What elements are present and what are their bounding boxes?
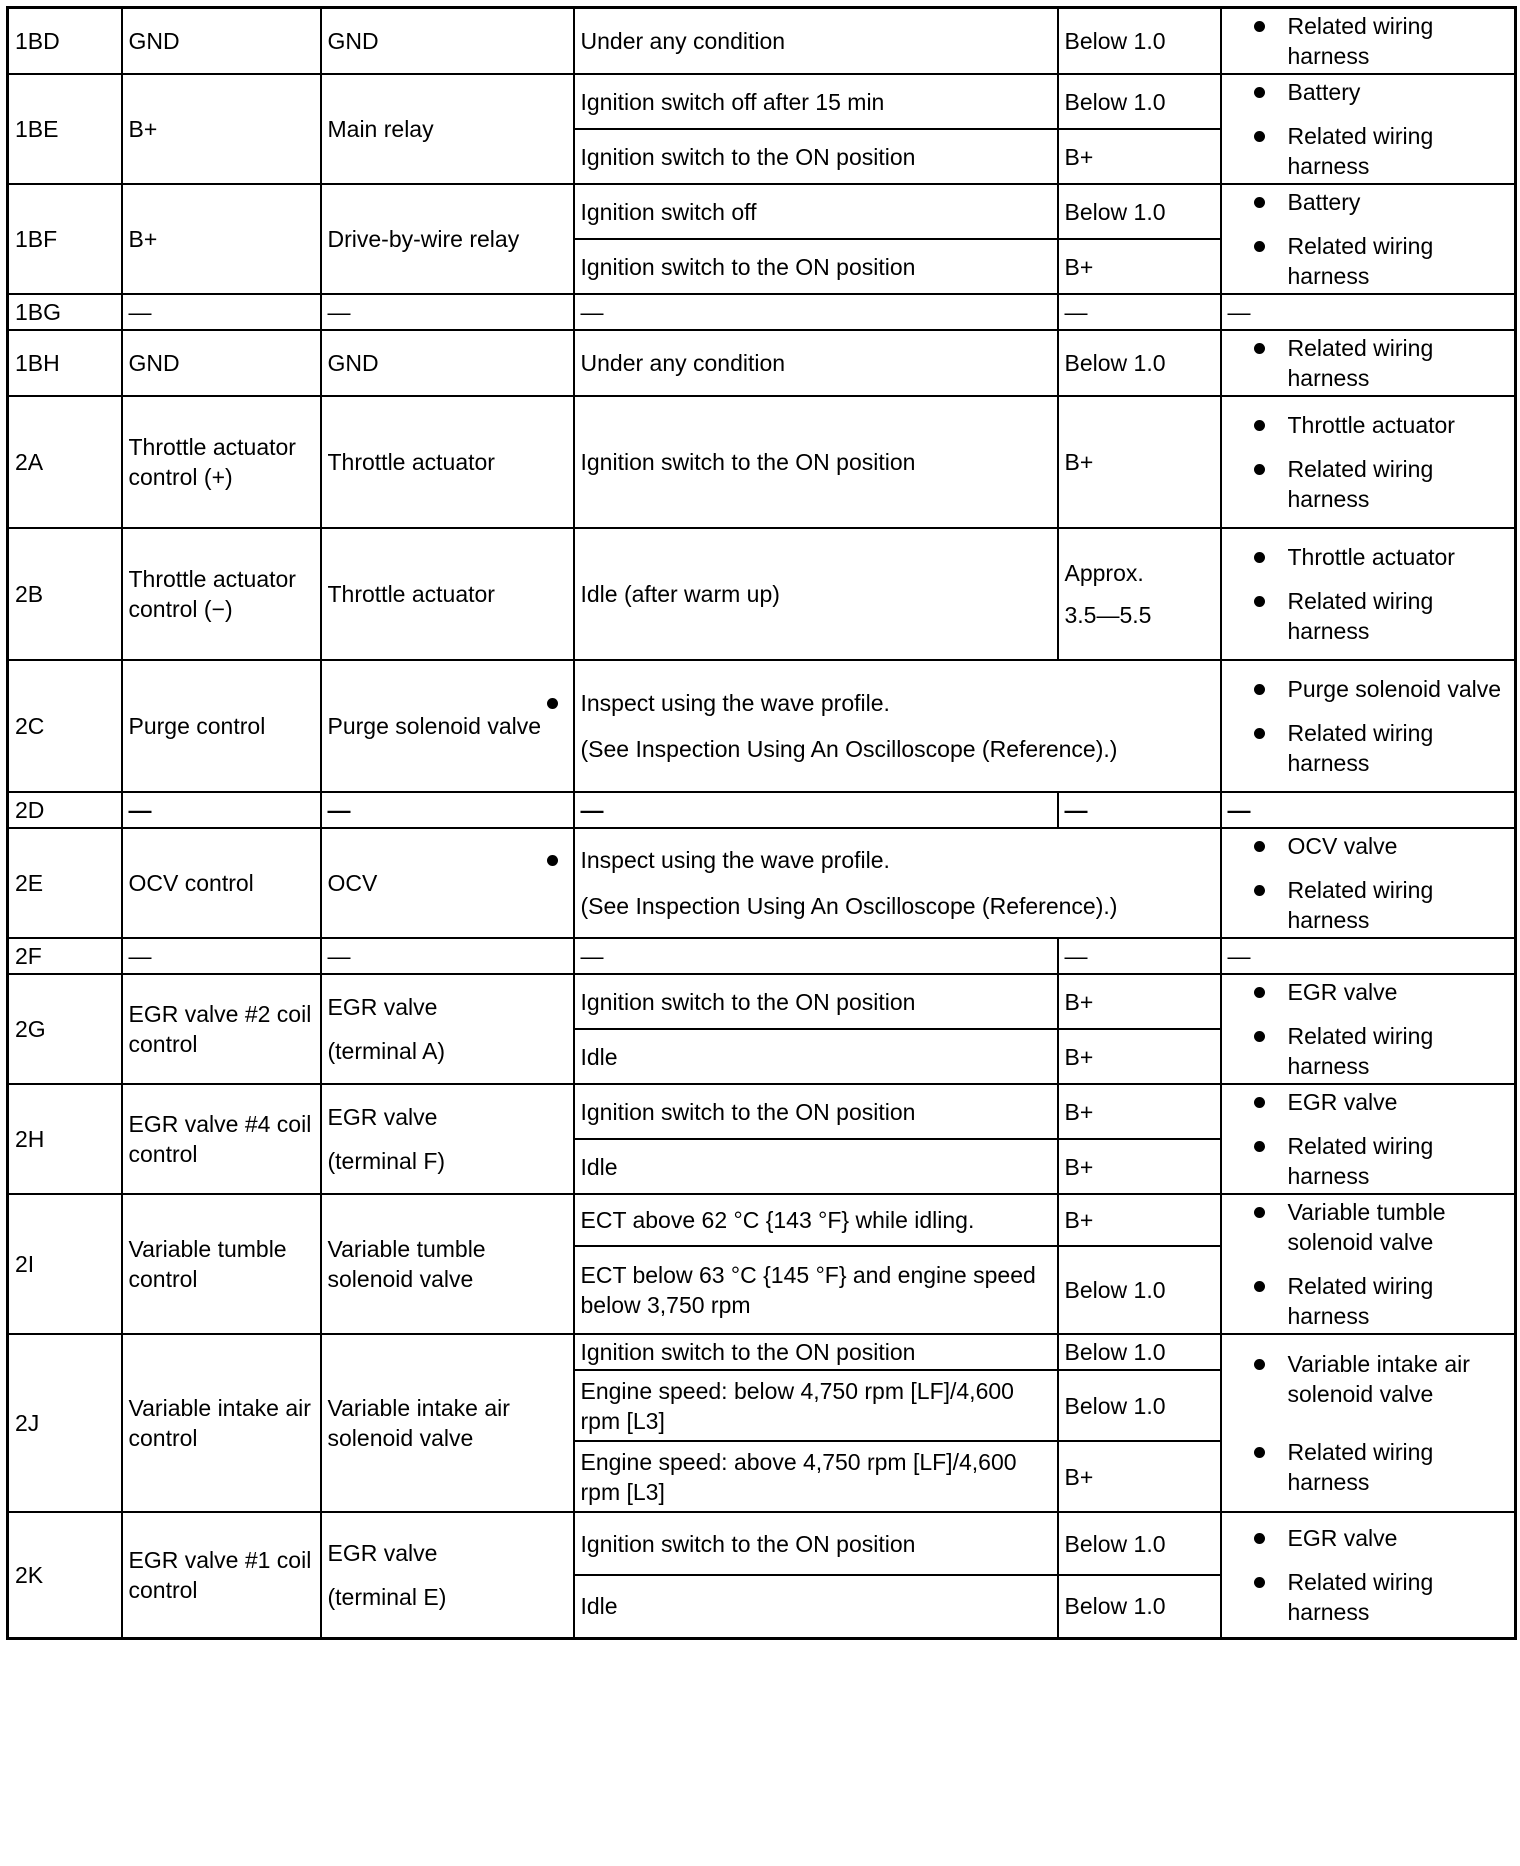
connected-to-terminal: (terminal E) <box>327 1583 447 1610</box>
condition-cell: Ignition switch to the ON position <box>574 1512 1058 1575</box>
condition-cell: Engine speed: below 4,750 rpm [LF]/4,600 rpm [L3] <box>574 1370 1058 1441</box>
dash-cell: — <box>321 792 574 828</box>
action-cell <box>1221 184 1516 294</box>
dash-cell: — <box>574 294 1058 330</box>
terminal-cell: 1BE <box>8 74 122 184</box>
action-cell <box>1221 330 1516 396</box>
dash-cell: — <box>122 294 321 330</box>
terminal-cell: 2I <box>8 1194 122 1334</box>
dash-cell: — <box>1221 294 1516 330</box>
signal-cell: Variable intake air control <box>122 1334 321 1512</box>
action-item: Battery <box>1288 187 1509 217</box>
terminal-cell: 2J <box>8 1334 122 1512</box>
dash-cell: — <box>122 938 321 974</box>
action-cell <box>1221 8 1516 75</box>
connected-to-cell <box>321 1084 574 1194</box>
oscilloscope-reference: (See Inspection Using An Oscilloscope (Reference).) <box>580 893 1118 919</box>
condition-cell: Ignition switch to the ON position <box>574 1334 1058 1370</box>
table-row <box>8 184 1516 239</box>
dash-cell: — <box>321 938 574 974</box>
signal-cell: Throttle actuator control (+) <box>122 396 321 528</box>
dash-cell: — <box>321 294 574 330</box>
voltage-cell: B+ <box>1058 396 1221 528</box>
action-item: Related wiring harness <box>1288 875 1509 935</box>
terminal-cell: 2D <box>8 792 122 828</box>
signal-cell: GND <box>122 330 321 396</box>
connected-to-cell: OCV <box>321 828 574 938</box>
action-cell <box>1221 660 1516 792</box>
action-item: EGR valve <box>1288 977 1509 1007</box>
terminal-cell: 2E <box>8 828 122 938</box>
terminal-cell: 2A <box>8 396 122 528</box>
dash-cell: — <box>122 792 321 828</box>
connected-to-cell: Variable intake air solenoid valve <box>321 1334 574 1512</box>
connected-to-cell <box>321 974 574 1084</box>
condition-cell: Idle <box>574 1029 1058 1084</box>
action-item: Related wiring harness <box>1288 121 1509 181</box>
terminal-cell: 2H <box>8 1084 122 1194</box>
connected-to-terminal: (terminal A) <box>327 1038 446 1064</box>
action-item: Related wiring harness <box>1288 11 1509 71</box>
table-row <box>8 792 1516 828</box>
table-row <box>8 938 1516 974</box>
table-row <box>8 528 1516 660</box>
connected-to-terminal: (terminal F) <box>327 1148 446 1174</box>
condition-cell: Ignition switch to the ON position <box>574 239 1058 294</box>
oscilloscope-reference: (See Inspection Using An Oscilloscope (Reference).) <box>580 736 1118 762</box>
action-item: Related wiring harness <box>1288 1021 1509 1081</box>
action-item: Throttle actuator <box>1288 410 1509 440</box>
signal-cell: EGR valve #4 coil control <box>122 1084 321 1194</box>
condition-cell: Idle <box>574 1139 1058 1194</box>
table-row <box>8 828 1516 938</box>
connected-to-cell: Variable tumble solenoid valve <box>321 1194 574 1334</box>
condition-cell: Idle (after warm up) <box>574 528 1058 660</box>
signal-cell: EGR valve #2 coil control <box>122 974 321 1084</box>
condition-cell: Ignition switch off after 15 min <box>574 74 1058 129</box>
voltage-cell: Below 1.0 <box>1058 1334 1221 1370</box>
signal-cell: Throttle actuator control (−) <box>122 528 321 660</box>
voltage-cell: B+ <box>1058 239 1221 294</box>
action-cell <box>1221 74 1516 184</box>
wave-profile-bullet: Inspect using the wave profile. <box>581 688 1214 718</box>
voltage-cell: B+ <box>1058 1029 1221 1084</box>
action-item: Related wiring harness <box>1288 586 1509 646</box>
dash-cell: — <box>1221 792 1516 828</box>
signal-cell: GND <box>122 8 321 75</box>
terminal-cell: 2K <box>8 1512 122 1638</box>
action-item: Related wiring harness <box>1288 1567 1509 1627</box>
action-cell <box>1221 974 1516 1084</box>
connected-to-cell: Purge solenoid valve <box>321 660 574 792</box>
action-item: Variable intake air solenoid valve <box>1288 1349 1509 1409</box>
connected-to-cell: Main relay <box>321 74 574 184</box>
signal-cell: OCV control <box>122 828 321 938</box>
voltage-cell <box>1058 528 1221 660</box>
terminal-cell: 2F <box>8 938 122 974</box>
dash-cell: — <box>1058 938 1221 974</box>
action-item: Throttle actuator <box>1288 542 1509 572</box>
dash-cell: — <box>1221 938 1516 974</box>
connected-to-cell: GND <box>321 330 574 396</box>
connected-to-name: EGR valve <box>327 994 438 1020</box>
voltage-cell: B+ <box>1058 1194 1221 1246</box>
action-cell <box>1221 396 1516 528</box>
action-cell <box>1221 1084 1516 1194</box>
action-item: Related wiring harness <box>1288 718 1509 778</box>
condition-cell: Ignition switch to the ON position <box>574 396 1058 528</box>
voltage-cell: B+ <box>1058 1441 1221 1512</box>
action-item: EGR valve <box>1288 1087 1509 1117</box>
table-row <box>8 1194 1516 1246</box>
voltage-cell: Below 1.0 <box>1058 8 1221 75</box>
table-row <box>8 8 1516 75</box>
voltage-cell: B+ <box>1058 1084 1221 1139</box>
voltage-approx-label: Approx. <box>1064 560 1144 586</box>
connected-to-name: EGR valve <box>327 1104 438 1130</box>
wave-profile-bullet: Inspect using the wave profile. <box>581 845 1214 875</box>
dash-cell: — <box>1058 294 1221 330</box>
action-item: Related wiring harness <box>1288 1131 1509 1191</box>
action-cell <box>1221 1334 1516 1512</box>
voltage-range: 3.5—5.5 <box>1064 602 1152 628</box>
voltage-cell: Below 1.0 <box>1058 184 1221 239</box>
connected-to-cell: Throttle actuator <box>321 528 574 660</box>
table-row <box>8 1084 1516 1139</box>
terminal-cell: 2C <box>8 660 122 792</box>
condition-cell: Engine speed: above 4,750 rpm [LF]/4,600 rpm [L3] <box>574 1441 1058 1512</box>
condition-cell: Ignition switch to the ON position <box>574 129 1058 184</box>
condition-cell: Ignition switch to the ON position <box>574 1084 1058 1139</box>
condition-cell: ECT above 62 °C {143 °F} while idling. <box>574 1194 1058 1246</box>
action-item: OCV valve <box>1288 831 1509 861</box>
signal-cell: Purge control <box>122 660 321 792</box>
dash-cell: — <box>1058 792 1221 828</box>
wave-profile-cell <box>574 828 1221 938</box>
condition-cell: Under any condition <box>574 8 1058 75</box>
dash-cell: — <box>574 938 1058 974</box>
voltage-cell: Below 1.0 <box>1058 1575 1221 1638</box>
terminal-cell: 1BG <box>8 294 122 330</box>
voltage-cell: Below 1.0 <box>1058 74 1221 129</box>
signal-cell: EGR valve #1 coil control <box>122 1512 321 1638</box>
action-cell <box>1221 1512 1516 1638</box>
voltage-cell: B+ <box>1058 974 1221 1029</box>
table-row <box>8 74 1516 129</box>
voltage-cell: Below 1.0 <box>1058 1512 1221 1575</box>
connected-to-cell: Throttle actuator <box>321 396 574 528</box>
action-item: Related wiring harness <box>1288 1271 1509 1331</box>
signal-cell: B+ <box>122 74 321 184</box>
condition-cell: ECT below 63 °C {145 °F} and engine speed below 3,750 rpm <box>574 1246 1058 1334</box>
connected-to-name: EGR valve <box>327 1539 438 1566</box>
terminal-cell: 1BH <box>8 330 122 396</box>
condition-cell: Ignition switch off <box>574 184 1058 239</box>
action-item: Purge solenoid valve <box>1288 674 1509 704</box>
voltage-cell: B+ <box>1058 129 1221 184</box>
terminal-cell: 2G <box>8 974 122 1084</box>
action-cell <box>1221 828 1516 938</box>
table-row <box>8 660 1516 792</box>
terminal-voltage-table <box>6 6 1517 1640</box>
table-row <box>8 974 1516 1029</box>
table-row <box>8 396 1516 528</box>
action-cell <box>1221 528 1516 660</box>
voltage-cell: Below 1.0 <box>1058 1246 1221 1334</box>
table-row <box>8 1334 1516 1370</box>
action-item: Battery <box>1288 77 1509 107</box>
terminal-cell: 2B <box>8 528 122 660</box>
condition-cell: Ignition switch to the ON position <box>574 974 1058 1029</box>
signal-cell: Variable tumble control <box>122 1194 321 1334</box>
condition-cell: Under any condition <box>574 330 1058 396</box>
action-item: Related wiring harness <box>1288 454 1509 514</box>
dash-cell: — <box>574 792 1058 828</box>
voltage-cell: Below 1.0 <box>1058 1370 1221 1441</box>
action-cell <box>1221 1194 1516 1334</box>
action-item: Related wiring harness <box>1288 1437 1509 1497</box>
connected-to-cell: Drive-by-wire relay <box>321 184 574 294</box>
action-item: Related wiring harness <box>1288 333 1509 393</box>
signal-cell: B+ <box>122 184 321 294</box>
terminal-cell: 1BF <box>8 184 122 294</box>
connected-to-cell <box>321 1512 574 1638</box>
action-item: EGR valve <box>1288 1523 1509 1553</box>
voltage-cell: Below 1.0 <box>1058 330 1221 396</box>
voltage-cell: B+ <box>1058 1139 1221 1194</box>
terminal-cell: 1BD <box>8 8 122 75</box>
wave-profile-cell <box>574 660 1221 792</box>
table-row <box>8 330 1516 396</box>
action-item: Variable tumble solenoid valve <box>1288 1197 1509 1257</box>
connected-to-cell: GND <box>321 8 574 75</box>
condition-cell: Idle <box>574 1575 1058 1638</box>
table-row <box>8 1512 1516 1575</box>
table-row <box>8 294 1516 330</box>
action-item: Related wiring harness <box>1288 231 1509 291</box>
